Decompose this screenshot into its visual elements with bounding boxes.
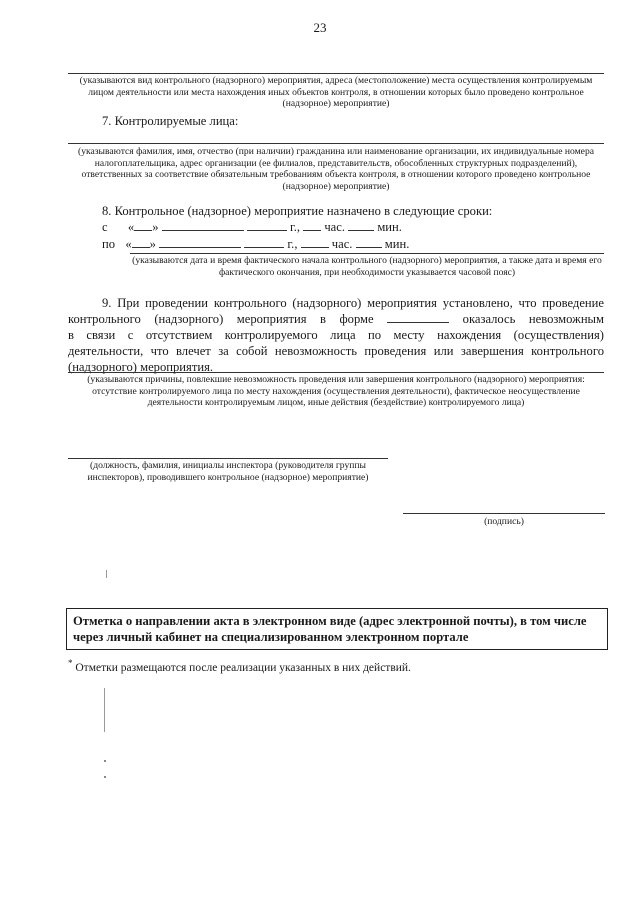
- quote-close: »: [152, 220, 159, 234]
- to-hour-field[interactable]: [301, 236, 329, 248]
- footnote-mark: *: [68, 658, 73, 668]
- electronic-act-note-box: [66, 608, 608, 650]
- scan-dot: [104, 760, 106, 762]
- dates-line: [130, 253, 604, 254]
- to-month-field[interactable]: [159, 236, 241, 248]
- minutes-label: мин.: [377, 220, 402, 234]
- footnote: [68, 658, 411, 674]
- controlled-persons-line[interactable]: [68, 143, 604, 144]
- section-9-line-2: [68, 311, 604, 327]
- date-to-row: [102, 236, 602, 252]
- section-9-line-3: в связи с отсутствием контролируемого лица по месту нахождения (осуществления): [68, 328, 604, 342]
- section-8-title: 8. Контрольное (надзорное) мероприятие назначено в следующие сроки:: [102, 204, 493, 218]
- hours-label: час.: [331, 237, 353, 251]
- section-9-line-1: 9. При проведении контрольного (надзорного) мероприятия установлено, что проведение: [102, 296, 604, 310]
- from-year-field[interactable]: [247, 219, 287, 231]
- controlled-persons-hint: (указываются фамилия, имя, отчество (при наличии) гражданина или наименование организации, их индивидуальные номера налогоплательщика, адрес организации (ее филиалов, представительств, обособленных структурных подразделений), ответственных за соответствие обязательным требованиям объекта контроля, в отношении которого проведено контрольное (надзорное) мероприятие): [78, 146, 594, 192]
- to-label: по: [102, 237, 116, 251]
- year-label: г.,: [287, 237, 298, 251]
- year-label: г.,: [289, 220, 301, 234]
- event-place-line: [68, 73, 604, 74]
- from-hour-field[interactable]: [303, 219, 321, 231]
- dates-hint: (указываются дата и время фактического начала контрольного (надзорного) мероприятия, а также дата и время его фактического окончания, при необходимости указывается часовой пояс): [132, 255, 602, 278]
- from-minute-field[interactable]: [348, 219, 374, 231]
- inspector-line[interactable]: [68, 458, 388, 459]
- reasons-hint: (указываются причины, повлекшие невозможность проведения или завершения контрольного (надзорного) мероприятия: отсутствие контролируемого лица по месту нахождения (осуществления деятельности), фактическое неосуществление деятельности контролируемым лицом, иные действия (бездействие) контролируемого лица): [87, 374, 585, 408]
- from-month-field[interactable]: [162, 219, 244, 231]
- event-form-field[interactable]: [387, 311, 449, 323]
- page-number: 23: [313, 20, 327, 35]
- electronic-act-note: Отметка о направлении акта в электронном виде (адрес электронной почты), в том числе через личный кабинет на специализированном электронном портале: [73, 614, 587, 644]
- quote-open: «: [127, 220, 135, 234]
- section-7-title: 7. Контролируемые лица:: [102, 114, 239, 128]
- scan-mark: [106, 570, 107, 578]
- to-day-field[interactable]: [132, 236, 150, 248]
- signature-hint: (подпись): [484, 516, 524, 527]
- section-9-line-2b: оказалось невозможным: [462, 312, 604, 326]
- from-label: с: [102, 220, 108, 234]
- scan-mark: [104, 688, 105, 732]
- to-minute-field[interactable]: [356, 236, 382, 248]
- section-9-line-2a: контрольного (надзорного) мероприятия в форме: [68, 312, 374, 326]
- quote-close: »: [149, 237, 156, 251]
- scan-dot: [104, 776, 106, 778]
- inspector-hint: (должность, фамилия, инициалы инспектора (руководителя группы инспекторов), проводившего контрольное (надзорное) мероприятие): [87, 460, 369, 483]
- minutes-label: мин.: [384, 237, 410, 251]
- date-from-row: [102, 219, 602, 235]
- from-day-field[interactable]: [134, 219, 152, 231]
- event-place-hint: (указываются вид контрольного (надзорного) мероприятия, адреса (местоположение) места осуществления контролируемым лицом деятельности или места нахождения иных объектов контроля, в отношении которых было проведено контрольное (надзорное) мероприятие): [79, 75, 593, 109]
- reasons-line[interactable]: [68, 372, 604, 373]
- section-9-line-5: (надзорного) мероприятия.: [68, 360, 214, 374]
- footnote-text: Отметки размещаются после реализации указанных в них действий.: [75, 661, 411, 674]
- section-9-line-4: деятельности, что влечет за собой невозможность проведения или завершения контрольного: [68, 344, 604, 358]
- electronic-note-entry-area[interactable]: [66, 650, 608, 656]
- hours-label: час.: [324, 220, 345, 234]
- signature-line[interactable]: [403, 513, 605, 514]
- to-year-field[interactable]: [244, 236, 284, 248]
- section-9-paragraph: [68, 295, 604, 375]
- quote-open: «: [125, 237, 132, 251]
